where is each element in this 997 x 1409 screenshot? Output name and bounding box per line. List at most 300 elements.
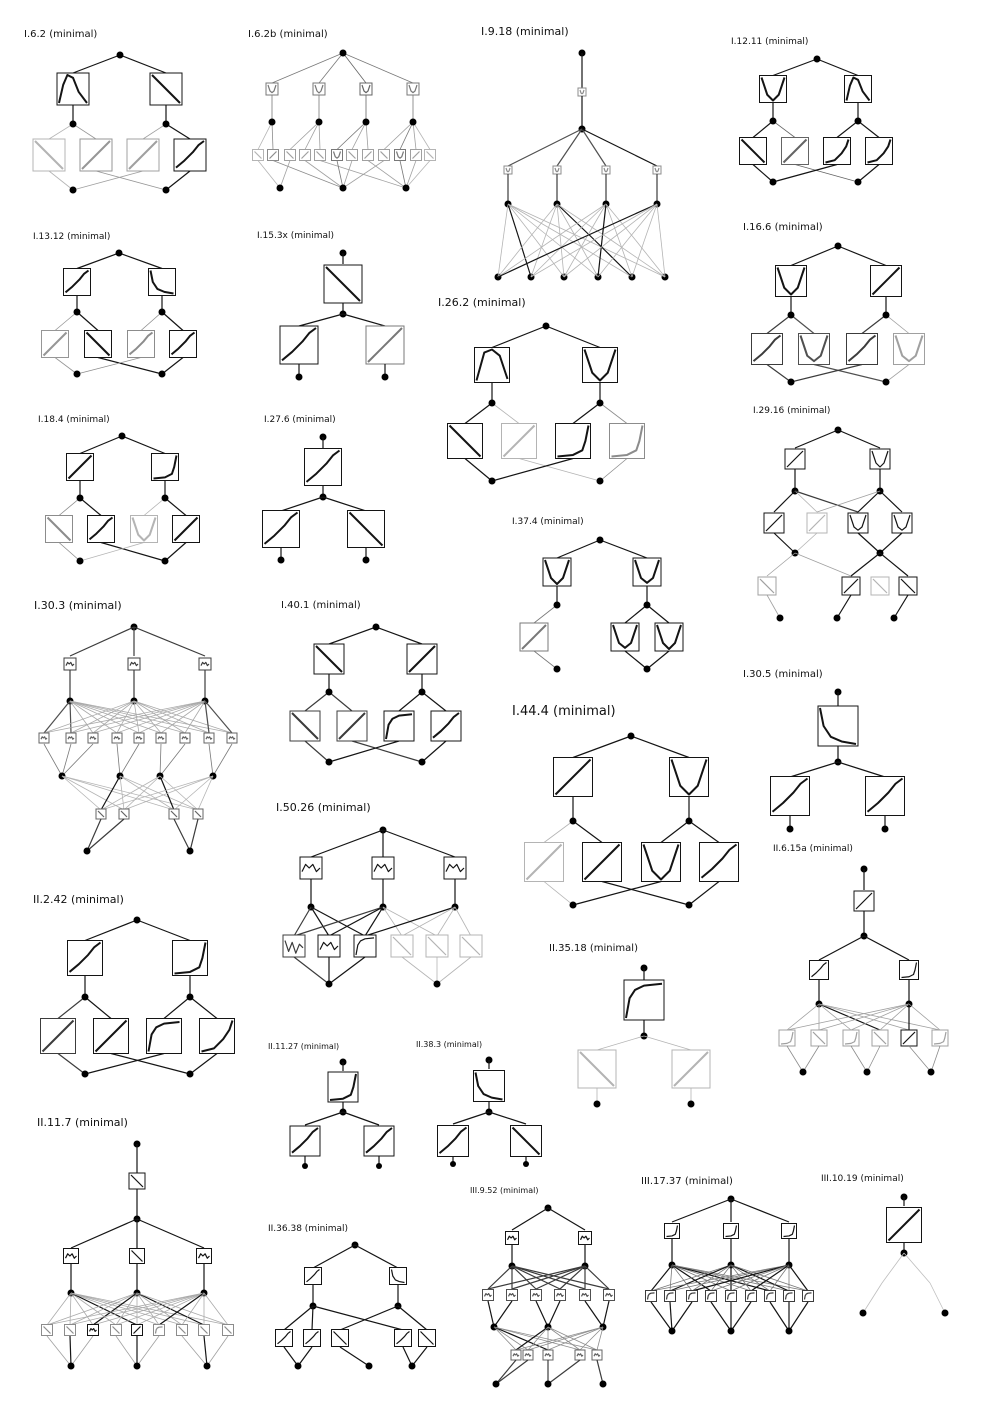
activation-box [866, 138, 893, 165]
edge [628, 204, 658, 240]
edge [632, 240, 645, 277]
edge [311, 830, 383, 857]
activation-box [131, 516, 158, 543]
hidden-node [187, 994, 194, 1001]
edge [880, 533, 902, 553]
activation-box [842, 577, 860, 595]
edge [573, 736, 631, 758]
edge [631, 736, 689, 758]
activation-box [665, 1224, 680, 1239]
activation-box [776, 266, 807, 297]
activation-box [511, 1350, 521, 1360]
edge [569, 204, 607, 240]
edge [70, 627, 134, 656]
edge [536, 1301, 548, 1327]
edge [355, 1245, 398, 1268]
activation-box [843, 1030, 859, 1046]
hidden-node [489, 400, 496, 407]
input-node [187, 1071, 194, 1078]
edge [819, 936, 864, 960]
input-node [855, 179, 862, 186]
edge [488, 1301, 494, 1327]
edge [122, 436, 165, 454]
activation-box [57, 73, 89, 105]
edge [795, 533, 817, 553]
edge [767, 553, 795, 576]
activation-box [583, 843, 622, 882]
activation-box [147, 1019, 182, 1054]
hidden-node [269, 119, 276, 126]
edge [85, 920, 137, 941]
edge [399, 692, 422, 711]
edge [337, 122, 366, 150]
edge [880, 553, 908, 576]
activation-box [665, 1291, 676, 1302]
input-node [600, 1381, 607, 1388]
activation-box [460, 935, 482, 957]
edge [837, 121, 858, 138]
activation-box [758, 577, 776, 595]
edge [59, 543, 80, 562]
panel-title-II-38-3: II.38.3 (minimal) [416, 1040, 483, 1049]
edge [305, 741, 329, 762]
hidden-node [82, 994, 89, 1001]
edge [343, 161, 352, 189]
edge [573, 821, 602, 843]
edge [44, 744, 62, 776]
edge [600, 540, 647, 558]
edge [137, 1336, 159, 1366]
activation-box [803, 1291, 814, 1302]
edge [204, 1293, 228, 1325]
hidden-node [770, 118, 777, 125]
input-node [326, 981, 333, 988]
panel-title-II-11-27: II.11.27 (minimal) [268, 1042, 340, 1051]
edge [651, 1302, 672, 1331]
activation-box [870, 449, 890, 469]
input-node [450, 1161, 456, 1167]
edge [49, 171, 73, 190]
edge [398, 1306, 427, 1330]
input-node [594, 1101, 601, 1108]
edge [600, 459, 627, 482]
edge [528, 204, 558, 240]
edge [909, 1004, 940, 1030]
activation-box [602, 166, 610, 174]
edge [455, 907, 471, 936]
input-node [834, 615, 841, 622]
activation-box [173, 516, 200, 543]
edge [837, 595, 851, 618]
edge [597, 1036, 644, 1050]
input-node [891, 615, 898, 622]
input-node [134, 1363, 141, 1370]
edge [62, 776, 124, 810]
edge [329, 957, 365, 984]
edge [120, 744, 139, 776]
activation-box [223, 1325, 234, 1336]
edge [87, 819, 101, 851]
activation-box [324, 265, 362, 303]
edge [544, 821, 573, 843]
edge [791, 246, 838, 266]
hidden-node [316, 119, 323, 126]
edge [672, 1199, 731, 1222]
activation-box [419, 1330, 436, 1347]
edge [70, 1336, 71, 1366]
hidden-node [644, 602, 651, 609]
activation-box [784, 1291, 795, 1302]
edge [672, 1302, 692, 1331]
edge [512, 1208, 548, 1230]
activation-box [64, 658, 76, 670]
activation-box [887, 1208, 922, 1243]
activation-box [811, 1030, 827, 1046]
activation-box [41, 1019, 76, 1054]
activation-box [771, 777, 810, 816]
edge [298, 1347, 312, 1366]
edge [143, 124, 166, 139]
edge [71, 1219, 137, 1248]
edge [383, 907, 402, 936]
edge [319, 53, 343, 83]
activation-box [395, 150, 406, 161]
input-node [883, 379, 890, 386]
edge [312, 1306, 313, 1330]
edge [817, 59, 858, 76]
activation-box [363, 150, 374, 161]
edge [465, 459, 492, 482]
panel-title-I-12-11: I.12.11 (minimal) [731, 37, 809, 47]
input-node [382, 374, 389, 381]
panel-title-I-29-16: I.29.16 (minimal) [753, 406, 831, 416]
edge [894, 595, 908, 618]
activation-box [900, 961, 919, 980]
edge [465, 403, 492, 424]
edge [494, 1327, 516, 1350]
edge [164, 997, 190, 1019]
edge [343, 314, 385, 326]
edge [774, 533, 795, 553]
edge [343, 161, 384, 189]
activation-box [611, 623, 639, 651]
input-node [597, 478, 604, 485]
activation-box [765, 1291, 776, 1302]
edge [453, 1112, 489, 1124]
input-node [278, 557, 285, 564]
activation-box [932, 1030, 948, 1046]
activation-box [180, 733, 190, 743]
edge [636, 240, 666, 277]
edge [498, 240, 578, 277]
edge [47, 1336, 71, 1366]
activation-box [354, 935, 376, 957]
input-node [686, 902, 693, 909]
edge [496, 1360, 516, 1384]
edge [651, 1265, 672, 1291]
edge [488, 1266, 585, 1289]
edge [882, 1253, 904, 1283]
activation-box [39, 733, 49, 743]
edge [329, 692, 352, 711]
edge [116, 1293, 204, 1325]
edge [564, 240, 611, 277]
edge [767, 365, 791, 383]
input-node [366, 1363, 373, 1370]
edge [340, 1347, 369, 1366]
input-node [70, 187, 77, 194]
activation-box [366, 326, 404, 364]
input-node [489, 478, 496, 485]
edge [767, 595, 780, 618]
edge [603, 1301, 609, 1327]
activation-box [379, 150, 390, 161]
activation-box [119, 809, 129, 819]
edge [838, 246, 886, 266]
panel-title-I-50-26: I.50.26 (minimal) [276, 801, 371, 814]
activation-box [901, 1030, 917, 1046]
input-node [770, 179, 777, 186]
hidden-node [788, 312, 795, 319]
activation-box [170, 331, 197, 358]
edge [204, 1336, 207, 1366]
edge [585, 1301, 603, 1327]
edge [134, 627, 205, 656]
edge [790, 762, 838, 777]
edge [58, 997, 85, 1019]
panel-title-I-40-1: I.40.1 (minimal) [281, 600, 361, 611]
input-node [326, 759, 333, 766]
activation-box [847, 334, 878, 365]
activation-box [348, 511, 385, 548]
panel-title-I-27-6: I.27.6 (minimal) [264, 415, 336, 425]
activation-box [332, 150, 343, 161]
edge [116, 1336, 137, 1366]
edge [213, 744, 232, 776]
activation-box [724, 1224, 739, 1239]
edge [190, 819, 198, 851]
hidden-node [74, 309, 81, 316]
edge [795, 553, 851, 576]
activation-box [807, 513, 827, 533]
activation-box [33, 139, 65, 171]
edge [789, 1265, 808, 1291]
activation-box [407, 83, 419, 95]
activation-box [314, 644, 344, 674]
input-node [434, 981, 441, 988]
activation-box [280, 326, 318, 364]
hidden-node [686, 818, 693, 825]
edge [80, 498, 101, 516]
activation-box [149, 269, 176, 296]
activation-box [407, 644, 437, 674]
edge [120, 55, 166, 73]
input-node [545, 1381, 552, 1388]
activation-box [67, 454, 94, 481]
edge [144, 498, 165, 516]
panel-title-II-11-7: II.11.7 (minimal) [37, 1116, 128, 1129]
edge [492, 403, 519, 424]
activation-box [347, 150, 358, 161]
activation-box [578, 1050, 616, 1088]
edge [858, 533, 880, 553]
output-node [835, 243, 842, 250]
edge [496, 1360, 528, 1384]
activation-box [268, 150, 279, 161]
activation-box [305, 1268, 322, 1285]
edge [119, 253, 162, 269]
activation-box [824, 138, 851, 165]
input-node [493, 1381, 500, 1388]
edge [160, 776, 174, 810]
edge [305, 161, 343, 189]
activation-box [543, 558, 571, 586]
hidden-node [363, 119, 370, 126]
edge [544, 204, 557, 240]
activation-box [760, 76, 787, 103]
edge [376, 627, 422, 644]
activation-box [337, 711, 367, 741]
edge [536, 1266, 585, 1289]
panel-title-III-10-19: III.10.19 (minimal) [821, 1174, 904, 1184]
edge [647, 605, 669, 623]
edge [931, 1046, 940, 1072]
input-node [800, 1069, 807, 1076]
hidden-node [883, 312, 890, 319]
hidden-node [77, 495, 84, 502]
activation-box [746, 1291, 757, 1302]
activation-box [152, 454, 179, 481]
edge [489, 1112, 526, 1124]
activation-box [300, 150, 311, 161]
activation-box [502, 424, 537, 459]
input-node [570, 902, 577, 909]
edge [182, 1336, 207, 1366]
edge [573, 403, 600, 424]
edge [160, 744, 185, 776]
edge [166, 171, 190, 190]
activation-box [42, 331, 69, 358]
edge [689, 821, 719, 843]
activation-box [871, 266, 902, 297]
activation-box [88, 516, 115, 543]
edge [352, 122, 366, 150]
input-node [419, 759, 426, 766]
activation-box [740, 138, 767, 165]
edge [93, 1293, 204, 1325]
edge [557, 540, 600, 558]
activation-box [553, 166, 561, 174]
edge [503, 204, 508, 240]
input-node [882, 826, 889, 833]
edge [582, 129, 657, 166]
edge [80, 436, 122, 454]
edge [258, 122, 272, 150]
activation-box [112, 733, 122, 743]
activation-box [426, 935, 448, 957]
activation-box [411, 150, 422, 161]
activation-box [290, 1126, 320, 1156]
activation-box [474, 1071, 505, 1102]
edge [886, 365, 909, 383]
edge [534, 651, 557, 669]
activation-box [871, 577, 889, 595]
edge [600, 403, 627, 424]
panel-title-I-26-2: I.26.2 (minimal) [438, 296, 526, 309]
activation-box [266, 83, 278, 95]
activation-box [169, 809, 179, 819]
activation-box [554, 758, 593, 797]
panel-title-I-18-4: I.18.4 (minimal) [38, 415, 110, 425]
edge [548, 1360, 580, 1384]
activation-box [764, 513, 784, 533]
edge [313, 1245, 355, 1268]
activation-box [520, 623, 548, 651]
activation-box [894, 334, 925, 365]
edge [160, 744, 161, 776]
activation-box [523, 1350, 533, 1360]
activation-box [263, 511, 300, 548]
edge [711, 1302, 731, 1331]
edge [767, 315, 791, 334]
input-node [162, 558, 169, 565]
input-node [163, 187, 170, 194]
edge [120, 776, 124, 810]
edge [647, 651, 669, 669]
activation-box [646, 1291, 657, 1302]
activation-box [726, 1291, 737, 1302]
edge [77, 253, 119, 269]
edge [909, 1046, 931, 1072]
hidden-node [570, 818, 577, 825]
edge [59, 498, 80, 516]
activation-box [65, 1325, 76, 1336]
activation-box [779, 1030, 795, 1046]
edge [838, 430, 880, 448]
edge [329, 627, 376, 644]
edge [791, 315, 814, 334]
activation-box [283, 935, 305, 957]
edge [165, 543, 186, 562]
edge [384, 122, 413, 150]
input-node [669, 1328, 676, 1335]
activation-box [111, 1325, 122, 1336]
input-node [777, 615, 784, 622]
edge [557, 129, 582, 166]
edge [787, 1046, 803, 1072]
activation-box [848, 513, 868, 533]
input-node [688, 1101, 695, 1108]
activation-box [227, 733, 237, 743]
panel-title-III-17-37: III.17.37 (minimal) [641, 1176, 733, 1187]
edge [544, 882, 573, 906]
activation-box [395, 1330, 412, 1347]
edge [689, 882, 719, 906]
activation-box [360, 83, 372, 95]
edge [546, 326, 600, 348]
activation-box [285, 150, 296, 161]
input-node [84, 848, 91, 855]
activation-box [580, 1290, 591, 1301]
edge [290, 122, 319, 150]
activation-box [655, 623, 683, 651]
hidden-node [159, 309, 166, 316]
edge [368, 161, 406, 189]
activation-box [193, 809, 203, 819]
output-node [119, 433, 126, 440]
edge [606, 204, 636, 240]
activation-box [592, 1350, 602, 1360]
